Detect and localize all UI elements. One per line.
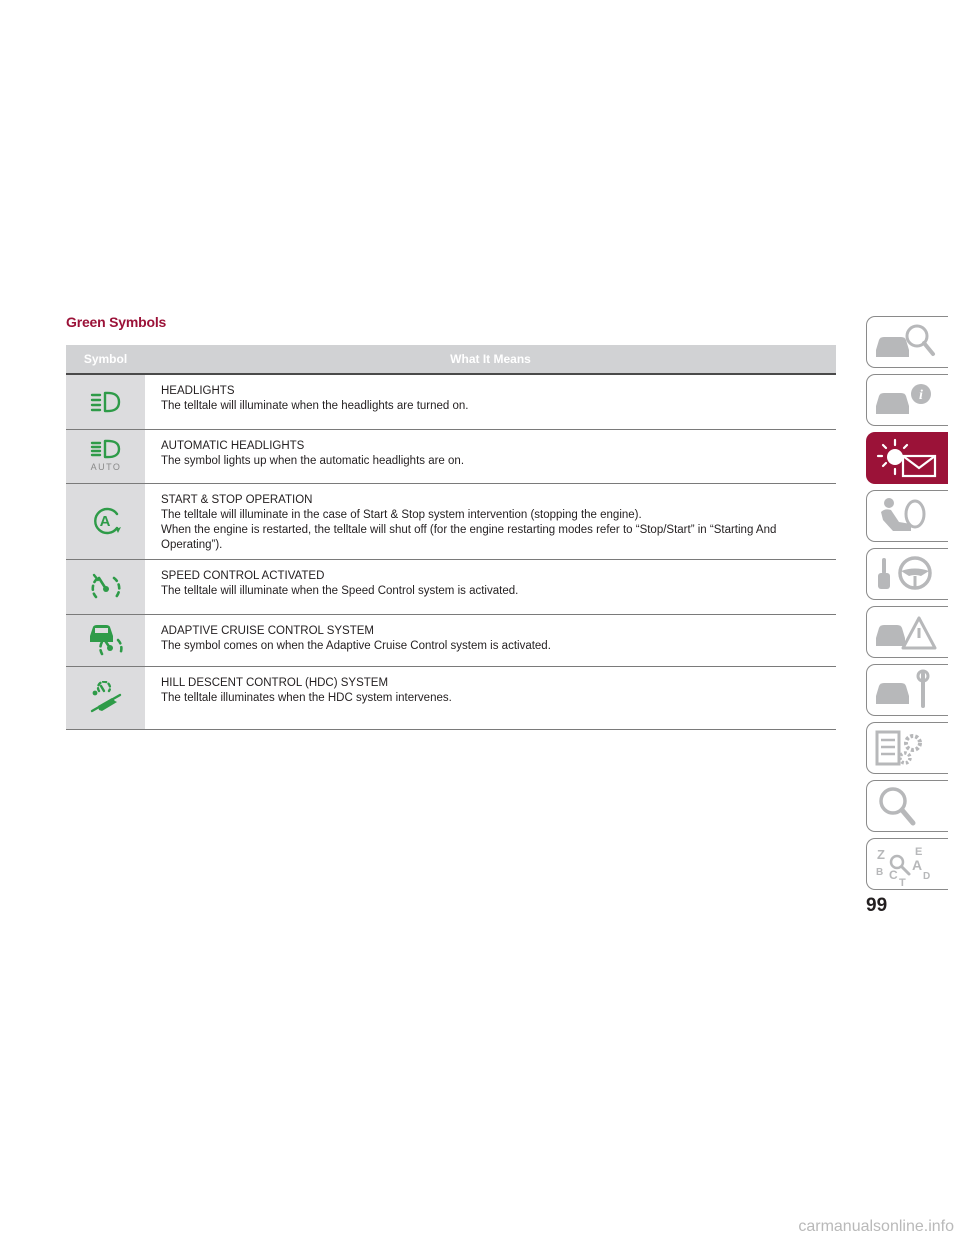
auto-label: AUTO — [90, 462, 121, 472]
header-symbol: Symbol — [66, 345, 145, 374]
tab-car-info[interactable] — [866, 374, 948, 426]
row-title: AUTOMATIC HEADLIGHTS — [161, 439, 305, 452]
section-title: Green Symbols — [66, 314, 167, 330]
index-letter: A — [912, 857, 923, 873]
meaning-cell — [145, 483, 836, 559]
hill-descent-control-icon — [86, 681, 126, 715]
tab-search[interactable] — [866, 780, 948, 832]
alphabetical-index-icon — [871, 842, 943, 886]
header-meaning: What It Means — [145, 345, 836, 374]
row-title: ADAPTIVE CRUISE CONTROL SYSTEM — [161, 624, 374, 637]
tab-index[interactable] — [866, 838, 948, 890]
tab-warning-lights[interactable] — [866, 432, 948, 484]
symbol-cell — [66, 483, 145, 559]
meaning-cell — [145, 614, 836, 666]
green-symbols-table — [66, 345, 836, 730]
car-search-icon — [871, 320, 943, 364]
tab-starting-operating[interactable] — [866, 548, 948, 600]
row-desc: The telltale will illuminate in the case of Start & Stop system intervention (stopping the engine). — [161, 508, 642, 521]
car-breakdown-warning-icon — [871, 610, 943, 654]
meaning-cell — [145, 429, 836, 483]
table-row — [66, 666, 836, 729]
index-letter: B — [876, 867, 884, 878]
index-letter: E — [915, 846, 923, 858]
tab-car-search[interactable] — [866, 316, 948, 368]
adaptive-cruise-control-icon — [86, 622, 126, 658]
row-desc: The telltale illuminates when the HDC system intervenes. — [161, 691, 452, 704]
key-steering-wheel-icon — [871, 552, 943, 596]
index-letter: D — [923, 871, 931, 882]
meaning-cell — [145, 374, 836, 429]
tab-safety[interactable] — [866, 490, 948, 542]
tab-servicing[interactable] — [866, 664, 948, 716]
watermark: carmanualsonline.info — [798, 1218, 954, 1235]
symbol-cell — [66, 374, 145, 429]
speed-control-icon — [88, 571, 124, 603]
row-desc: The telltale will illuminate when the headlights are turned on. — [161, 400, 469, 412]
symbol-cell — [66, 559, 145, 614]
table-row — [66, 614, 836, 666]
automatic-headlights-icon — [86, 438, 126, 474]
svg-text:A: A — [99, 513, 110, 530]
specs-gear-icon — [871, 726, 943, 770]
table-row — [66, 374, 836, 429]
table-row — [66, 429, 836, 483]
index-letter: Z — [877, 847, 885, 862]
tab-specifications[interactable] — [866, 722, 948, 774]
symbol-cell — [66, 429, 145, 483]
table-header-row — [66, 345, 836, 374]
row-title: SPEED CONTROL ACTIVATED — [161, 569, 325, 582]
svg-text:i: i — [919, 388, 923, 403]
magnifier-icon — [871, 784, 943, 828]
airbag-seat-icon — [871, 494, 943, 538]
row-desc: When the engine is restarted, the telltale will shut off (for the engine restarting modes refer to “Stop/Start” in “Starting And Operating”). — [161, 523, 777, 551]
row-title: HEADLIGHTS — [161, 385, 235, 397]
index-letter: T — [899, 877, 906, 886]
start-stop-icon — [89, 506, 123, 536]
tab-emergency[interactable] — [866, 606, 948, 658]
row-desc: The symbol comes on when the Adaptive Cruise Control system is activated. — [161, 639, 551, 652]
row-desc: The symbol lights up when the automatic headlights are on. — [161, 454, 465, 467]
car-wrench-icon — [871, 668, 943, 712]
car-info-icon — [871, 378, 943, 422]
meaning-cell — [145, 559, 836, 614]
table-row — [66, 483, 836, 559]
symbol-cell — [66, 666, 145, 729]
row-desc: The telltale will illuminate when the Speed Control system is activated. — [161, 584, 519, 597]
headlights-icon — [88, 389, 124, 415]
index-letter: C — [889, 868, 898, 882]
table-row — [66, 559, 836, 614]
row-title: START & STOP OPERATION — [161, 493, 313, 506]
symbol-cell — [66, 614, 145, 666]
meaning-cell — [145, 666, 836, 729]
row-title: HILL DESCENT CONTROL (HDC) SYSTEM — [161, 676, 389, 689]
page-number: 99 — [866, 895, 888, 916]
warning-light-message-icon — [871, 436, 943, 480]
